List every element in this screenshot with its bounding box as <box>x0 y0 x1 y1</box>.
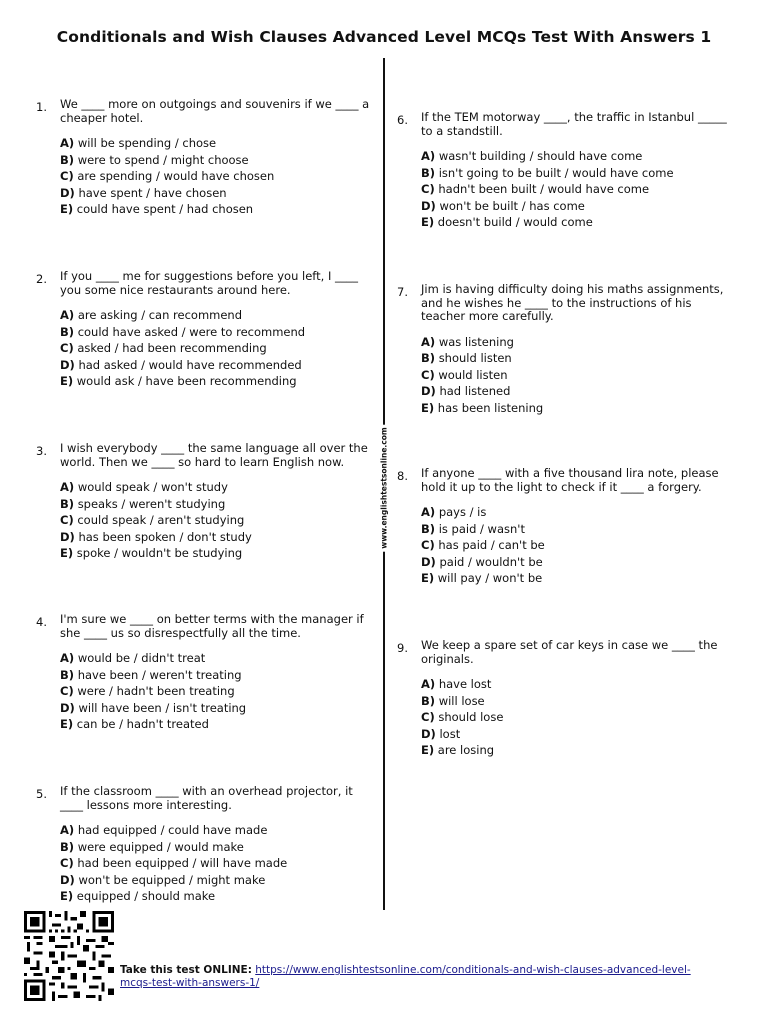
option-b[interactable]: B) were equipped / would make <box>60 839 244 854</box>
question-number: 7. <box>397 285 408 299</box>
option-a[interactable]: A) would be / didn't treat <box>60 651 206 665</box>
option-c[interactable]: C) has paid / can't be <box>421 538 545 552</box>
online-label: Take this test ONLINE: <box>120 964 252 976</box>
watermark-text: www.englishtestsonline.com <box>380 424 389 551</box>
option-c[interactable]: C) asked / had been recommending <box>60 341 267 355</box>
online-link-block <box>120 964 720 990</box>
question-1 <box>36 97 378 220</box>
question-number: 6. <box>397 113 408 127</box>
option-c[interactable]: C) could speak / aren't studying <box>60 513 245 527</box>
question-8 <box>397 466 737 589</box>
option-b[interactable]: B) were to spend / might choose <box>60 152 249 167</box>
question-number: 1. <box>36 100 47 114</box>
option-a[interactable]: A) wasn't building / should have come <box>421 149 643 163</box>
question-6 <box>397 110 737 233</box>
option-c[interactable]: C) are spending / would have chosen <box>60 169 275 183</box>
option-a[interactable]: A) had equipped / could have made <box>60 823 268 837</box>
option-e[interactable]: E) would ask / have been recommending <box>60 374 297 388</box>
question-stem: I wish everybody ____ the same language all over the world. Then we ____ so hard to learn English now. <box>60 441 368 469</box>
question-stem: If anyone ____ with a five thousand lira note, please hold it up to the light to check if it ____ a forgery. <box>421 466 719 494</box>
question-7 <box>397 282 737 418</box>
option-e[interactable]: E) equipped / should make <box>60 889 216 903</box>
option-d[interactable]: D) had listened <box>421 384 511 398</box>
option-c[interactable]: C) should lose <box>421 710 504 724</box>
option-e[interactable]: E) can be / hadn't treated <box>60 717 209 731</box>
option-d[interactable]: D) paid / wouldn't be <box>421 554 543 569</box>
option-d[interactable]: D) had asked / would have recommended <box>60 357 302 372</box>
option-b[interactable]: B) isn't going to be built / would have come <box>421 165 674 180</box>
question-2 <box>36 269 378 392</box>
question-number: 9. <box>397 641 408 655</box>
option-d[interactable]: D) won't be equipped / might make <box>60 872 266 887</box>
option-e[interactable]: E) spoke / wouldn't be studying <box>60 546 243 560</box>
question-stem: If the classroom ____ with an overhead projector, it ____ lessons more interesting. <box>60 784 353 812</box>
option-d[interactable]: D) have spent / have chosen <box>60 185 227 200</box>
option-a[interactable]: A) would speak / won't study <box>60 480 228 494</box>
option-b[interactable]: B) speaks / weren't studying <box>60 496 226 511</box>
option-a[interactable]: A) have lost <box>421 677 492 691</box>
qr-code[interactable] <box>24 911 114 1001</box>
option-e[interactable]: E) has been listening <box>421 400 544 415</box>
option-b[interactable]: B) have been / weren't treating <box>60 667 242 682</box>
option-a[interactable]: A) was listening <box>421 334 514 349</box>
question-4 <box>36 612 378 735</box>
option-e[interactable]: E) could have spent / had chosen <box>60 202 254 216</box>
option-a[interactable]: A) pays / is <box>421 505 487 519</box>
option-d[interactable]: D) lost <box>421 726 461 741</box>
question-number: 2. <box>36 272 47 286</box>
option-a[interactable]: A) will be spending / chose <box>60 136 217 150</box>
option-b[interactable]: B) will lose <box>421 693 485 708</box>
option-d[interactable]: D) has been spoken / don't study <box>60 529 252 544</box>
option-e[interactable]: E) doesn't build / would come <box>421 215 593 229</box>
online-test-link[interactable]: https://www.englishtestsonline.com/conditionals-and-wish-clauses-advanced-level-mcqs-test-with-answers-1/ <box>120 964 691 989</box>
option-a[interactable]: A) are asking / can recommend <box>60 308 243 322</box>
option-e[interactable]: E) will pay / won't be <box>421 571 543 585</box>
question-number: 4. <box>36 615 47 629</box>
option-e[interactable]: E) are losing <box>421 743 495 757</box>
option-d[interactable]: D) won't be built / has come <box>421 198 585 213</box>
question-stem: If the TEM motorway ____, the traffic in Istanbul _____ to a standstill. <box>421 110 727 138</box>
option-c[interactable]: C) would listen <box>421 367 508 382</box>
option-b[interactable]: B) is paid / wasn't <box>421 521 525 536</box>
question-number: 5. <box>36 787 47 801</box>
option-b[interactable]: B) could have asked / were to recommend <box>60 324 306 339</box>
option-c[interactable]: C) were / hadn't been treating <box>60 684 235 698</box>
option-c[interactable]: C) had been equipped / will have made <box>60 856 288 870</box>
question-number: 8. <box>397 469 408 483</box>
option-d[interactable]: D) will have been / isn't treating <box>60 700 247 715</box>
question-5 <box>36 784 378 907</box>
question-number: 3. <box>36 444 47 458</box>
option-c[interactable]: C) hadn't been built / would have come <box>421 182 650 196</box>
option-b[interactable]: B) should listen <box>421 351 512 365</box>
question-stem: Jim is having difficulty doing his maths assignments, and he wishes he ____ to the instructions of his teacher more carefully. <box>421 282 724 323</box>
question-stem: We ____ more on outgoings and souvenirs if we ____ a cheaper hotel. <box>60 97 370 125</box>
page-title: Conditionals and Wish Clauses Advanced Level MCQs Test With Answers 1 <box>56 28 712 46</box>
question-stem: If you ____ me for suggestions before you left, I ____ you some nice restaurants around here. <box>60 269 358 297</box>
question-stem: I'm sure we ____ on better terms with the manager if she ____ us so disrespectfully all the time. <box>60 612 364 640</box>
question-stem: We keep a spare set of car keys in case we ____ the originals. <box>421 638 718 666</box>
question-3 <box>36 441 378 564</box>
question-9 <box>397 638 737 761</box>
